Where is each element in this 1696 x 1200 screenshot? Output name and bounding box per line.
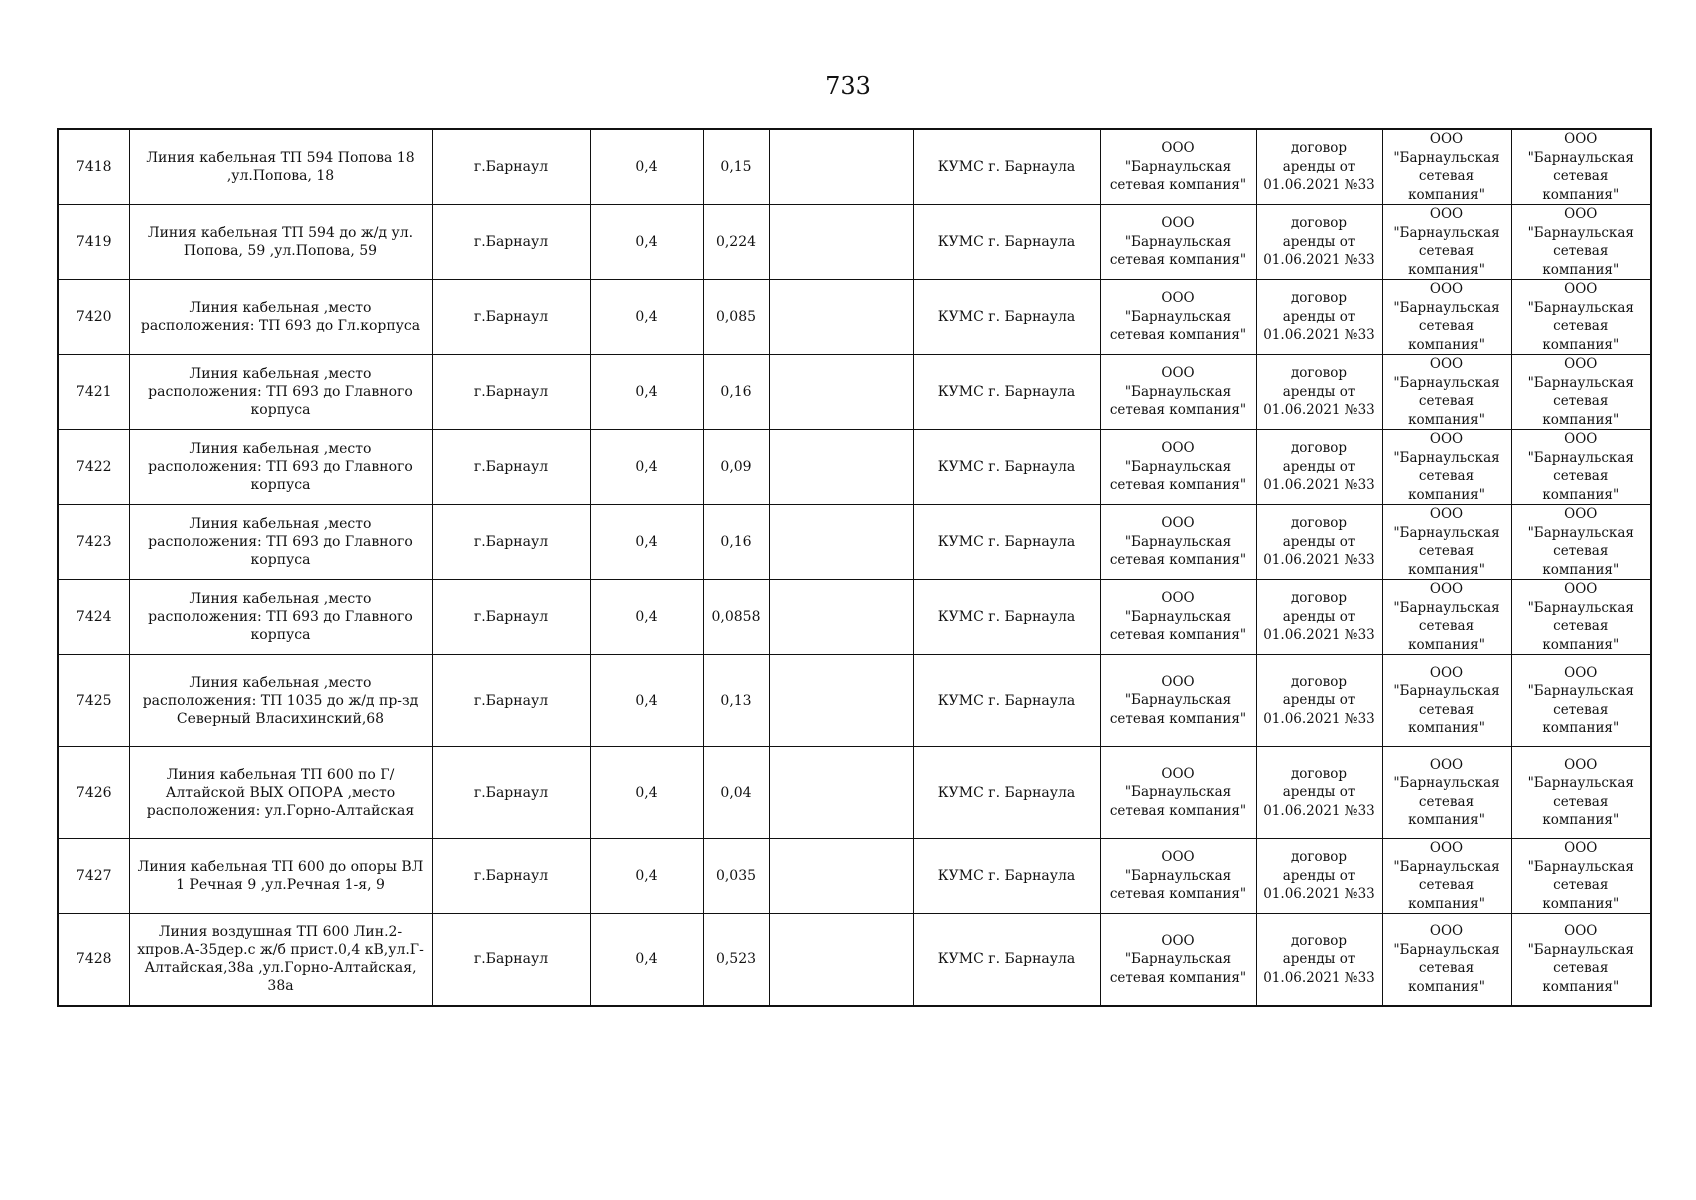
cell-owner: КУМС г. Барнаула [913, 430, 1100, 505]
cell-length: 0,224 [703, 205, 769, 280]
cell-owner: КУМС г. Барнаула [913, 355, 1100, 430]
cell-org2: ООО "Барнаульская сетевая компания" [1382, 914, 1511, 1006]
cell-org2: ООО "Барнаульская сетевая компания" [1382, 355, 1511, 430]
cell-org1: ООО "Барнаульская сетевая компания" [1100, 839, 1256, 914]
cell-id: 7419 [58, 205, 129, 280]
cell-voltage: 0,4 [590, 914, 703, 1006]
cell-voltage: 0,4 [590, 129, 703, 205]
cell-name: Линия кабельная ,место расположения: ТП 693 до Главного корпуса [129, 430, 432, 505]
cell-owner: КУМС г. Барнаула [913, 580, 1100, 655]
table-row [58, 747, 1651, 839]
cell-org1: ООО "Барнаульская сетевая компания" [1100, 747, 1256, 839]
cell-contract: договор аренды от 01.06.2021 №33 [1256, 205, 1382, 280]
cell-city: г.Барнаул [432, 205, 590, 280]
cell-length: 0,16 [703, 505, 769, 580]
cell-length: 0,16 [703, 355, 769, 430]
cell-id: 7418 [58, 129, 129, 205]
table-row [58, 839, 1651, 914]
cell-owner: КУМС г. Барнаула [913, 747, 1100, 839]
cell-voltage: 0,4 [590, 839, 703, 914]
cell-name: Линия кабельная ,место расположения: ТП 693 до Главного корпуса [129, 580, 432, 655]
cell-empty [769, 914, 913, 1006]
cell-org2: ООО "Барнаульская сетевая компания" [1382, 580, 1511, 655]
cell-city: г.Барнаул [432, 747, 590, 839]
cell-owner: КУМС г. Барнаула [913, 205, 1100, 280]
cell-contract: договор аренды от 01.06.2021 №33 [1256, 914, 1382, 1006]
cell-city: г.Барнаул [432, 129, 590, 205]
cell-empty [769, 580, 913, 655]
cell-id: 7426 [58, 747, 129, 839]
table-row [58, 580, 1651, 655]
cell-org1: ООО "Барнаульская сетевая компания" [1100, 430, 1256, 505]
cell-empty [769, 505, 913, 580]
cell-length: 0,15 [703, 129, 769, 205]
cell-voltage: 0,4 [590, 430, 703, 505]
cell-org3: ООО "Барнаульская сетевая компания" [1511, 430, 1651, 505]
cell-voltage: 0,4 [590, 655, 703, 747]
cell-empty [769, 655, 913, 747]
cell-org3: ООО "Барнаульская сетевая компания" [1511, 747, 1651, 839]
cell-org2: ООО "Барнаульская сетевая компания" [1382, 280, 1511, 355]
cell-name: Линия кабельная ,место расположения: ТП 1035 до ж/д пр-зд Северный Власихинский,68 [129, 655, 432, 747]
cell-name: Линия кабельная ТП 594 Попова 18 ,ул.Попова, 18 [129, 129, 432, 205]
cell-org3: ООО "Барнаульская сетевая компания" [1511, 914, 1651, 1006]
cell-org2: ООО "Барнаульская сетевая компания" [1382, 655, 1511, 747]
cell-voltage: 0,4 [590, 505, 703, 580]
cell-empty [769, 747, 913, 839]
cell-contract: договор аренды от 01.06.2021 №33 [1256, 655, 1382, 747]
cell-owner: КУМС г. Барнаула [913, 280, 1100, 355]
cell-empty [769, 839, 913, 914]
cell-contract: договор аренды от 01.06.2021 №33 [1256, 430, 1382, 505]
cell-length: 0,085 [703, 280, 769, 355]
cell-city: г.Барнаул [432, 355, 590, 430]
table-row [58, 280, 1651, 355]
cell-owner: КУМС г. Барнаула [913, 914, 1100, 1006]
cell-org2: ООО "Барнаульская сетевая компания" [1382, 129, 1511, 205]
cell-owner: КУМС г. Барнаула [913, 655, 1100, 747]
table-row [58, 205, 1651, 280]
cell-city: г.Барнаул [432, 580, 590, 655]
cell-org1: ООО "Барнаульская сетевая компания" [1100, 655, 1256, 747]
cell-org3: ООО "Барнаульская сетевая компания" [1511, 355, 1651, 430]
cell-org1: ООО "Барнаульская сетевая компания" [1100, 129, 1256, 205]
cell-org2: ООО "Барнаульская сетевая компания" [1382, 839, 1511, 914]
cell-contract: договор аренды от 01.06.2021 №33 [1256, 355, 1382, 430]
cell-voltage: 0,4 [590, 280, 703, 355]
cell-org1: ООО "Барнаульская сетевая компания" [1100, 355, 1256, 430]
table-body [58, 129, 1651, 1006]
table-row [58, 129, 1651, 205]
cell-voltage: 0,4 [590, 580, 703, 655]
cell-owner: КУМС г. Барнаула [913, 505, 1100, 580]
table-row [58, 430, 1651, 505]
cell-org2: ООО "Барнаульская сетевая компания" [1382, 505, 1511, 580]
cell-org3: ООО "Барнаульская сетевая компания" [1511, 839, 1651, 914]
cell-city: г.Барнаул [432, 655, 590, 747]
cell-org3: ООО "Барнаульская сетевая компания" [1511, 280, 1651, 355]
cell-id: 7424 [58, 580, 129, 655]
cell-id: 7428 [58, 914, 129, 1006]
cell-empty [769, 355, 913, 430]
cell-length: 0,0858 [703, 580, 769, 655]
cell-id: 7427 [58, 839, 129, 914]
cell-id: 7422 [58, 430, 129, 505]
cell-name: Линия кабельная ,место расположения: ТП 693 до Гл.корпуса [129, 280, 432, 355]
cell-org2: ООО "Барнаульская сетевая компания" [1382, 747, 1511, 839]
cell-voltage: 0,4 [590, 205, 703, 280]
cell-empty [769, 430, 913, 505]
cell-org1: ООО "Барнаульская сетевая компания" [1100, 205, 1256, 280]
cell-length: 0,523 [703, 914, 769, 1006]
cell-contract: договор аренды от 01.06.2021 №33 [1256, 280, 1382, 355]
cell-voltage: 0,4 [590, 355, 703, 430]
cell-city: г.Барнаул [432, 914, 590, 1006]
cell-city: г.Барнаул [432, 280, 590, 355]
cell-city: г.Барнаул [432, 430, 590, 505]
cell-length: 0,13 [703, 655, 769, 747]
cell-contract: договор аренды от 01.06.2021 №33 [1256, 129, 1382, 205]
cell-empty [769, 280, 913, 355]
cell-org3: ООО "Барнаульская сетевая компания" [1511, 129, 1651, 205]
cell-org2: ООО "Барнаульская сетевая компания" [1382, 430, 1511, 505]
table-row [58, 355, 1651, 430]
cell-org1: ООО "Барнаульская сетевая компания" [1100, 580, 1256, 655]
cell-org2: ООО "Барнаульская сетевая компания" [1382, 205, 1511, 280]
cell-contract: договор аренды от 01.06.2021 №33 [1256, 505, 1382, 580]
table-row [58, 655, 1651, 747]
table-row [58, 914, 1651, 1006]
cell-contract: договор аренды от 01.06.2021 №33 [1256, 747, 1382, 839]
cell-empty [769, 129, 913, 205]
cell-org1: ООО "Барнаульская сетевая компания" [1100, 280, 1256, 355]
cell-contract: договор аренды от 01.06.2021 №33 [1256, 839, 1382, 914]
cell-id: 7425 [58, 655, 129, 747]
cell-length: 0,04 [703, 747, 769, 839]
cell-org3: ООО "Барнаульская сетевая компания" [1511, 505, 1651, 580]
cell-voltage: 0,4 [590, 747, 703, 839]
cell-org3: ООО "Барнаульская сетевая компания" [1511, 655, 1651, 747]
cell-org3: ООО "Барнаульская сетевая компания" [1511, 580, 1651, 655]
cell-id: 7421 [58, 355, 129, 430]
cell-length: 0,035 [703, 839, 769, 914]
page-number: 733 [825, 72, 871, 100]
cell-name: Линия воздушная ТП 600 Лин.2-хпров.А-35дер.с ж/б прист.0,4 кВ,ул.Г-Алтайская,38а ,ул.Горно-Алтайская, 38а [129, 914, 432, 1006]
cell-contract: договор аренды от 01.06.2021 №33 [1256, 580, 1382, 655]
cell-owner: КУМС г. Барнаула [913, 129, 1100, 205]
cell-name: Линия кабельная ,место расположения: ТП 693 до Главного корпуса [129, 355, 432, 430]
cell-org3: ООО "Барнаульская сетевая компания" [1511, 205, 1651, 280]
cell-name: Линия кабельная ТП 600 до опоры ВЛ 1 Речная 9 ,ул.Речная 1-я, 9 [129, 839, 432, 914]
registry-table [57, 128, 1652, 1007]
cell-city: г.Барнаул [432, 505, 590, 580]
cell-length: 0,09 [703, 430, 769, 505]
cell-owner: КУМС г. Барнаула [913, 839, 1100, 914]
cell-name: Линия кабельная ТП 600 по Г/Алтайской ВЫХ ОПОРА ,место расположения: ул.Горно-Алтайская [129, 747, 432, 839]
cell-id: 7423 [58, 505, 129, 580]
cell-org1: ООО "Барнаульская сетевая компания" [1100, 914, 1256, 1006]
cell-name: Линия кабельная ТП 594 до ж/д ул. Попова, 59 ,ул.Попова, 59 [129, 205, 432, 280]
cell-city: г.Барнаул [432, 839, 590, 914]
table-row [58, 505, 1651, 580]
cell-id: 7420 [58, 280, 129, 355]
cell-empty [769, 205, 913, 280]
cell-name: Линия кабельная ,место расположения: ТП 693 до Главного корпуса [129, 505, 432, 580]
cell-org1: ООО "Барнаульская сетевая компания" [1100, 505, 1256, 580]
